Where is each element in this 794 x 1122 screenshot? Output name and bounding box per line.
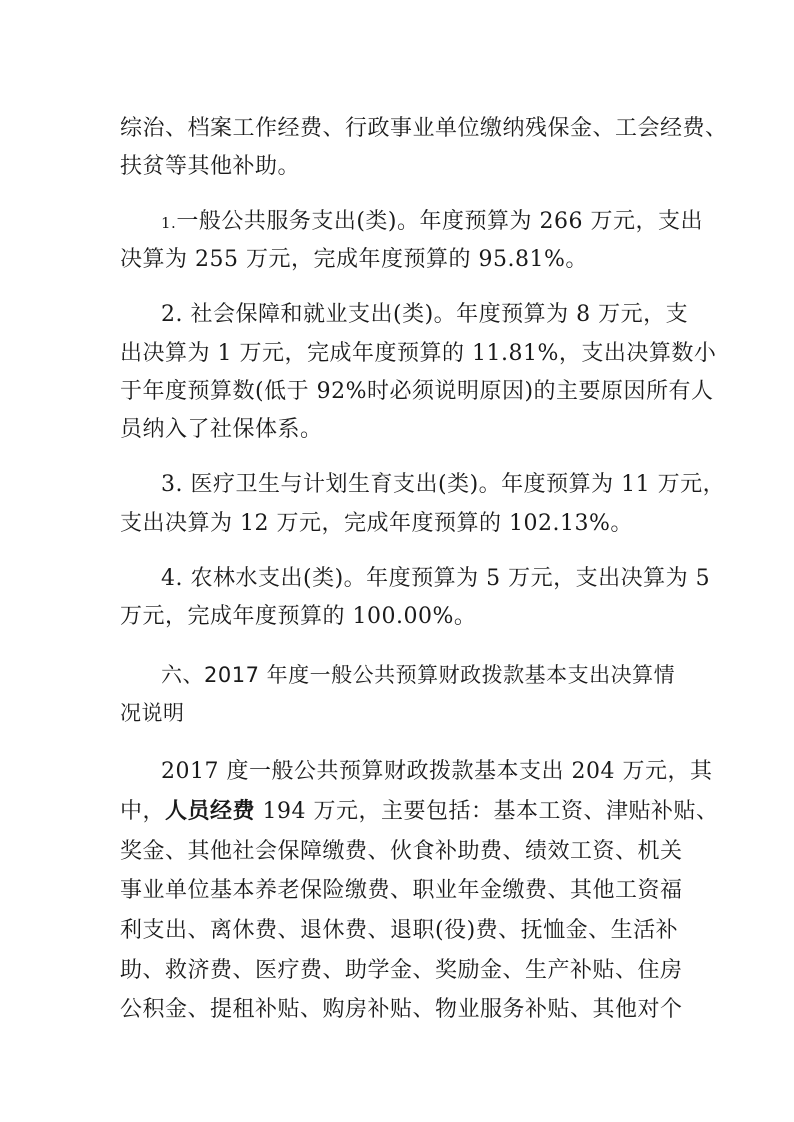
intro-line-1: 综治、档案工作经费、行政事业单位缴纳残保金、工会经费、: [120, 116, 728, 141]
item-3-line-2: 支出决算为 12 万元，完成年度预算的 102.13%。: [120, 511, 633, 536]
item-4-line-1: 4. 农林水支出(类)。年度预算为 5 万元，支出决算为 5: [161, 566, 711, 591]
item-1-number: 1.: [161, 214, 177, 232]
item-2-line-4: 员纳入了社保体系。: [120, 417, 323, 442]
intro-line-2: 扶贫等其他补助。: [120, 154, 301, 179]
section-6-body-line-4: 事业单位基本养老保险缴费、职业年金缴费、其他工资福: [120, 878, 683, 903]
item-2-line-3: 于年度预算数(低于 92%时必须说明原因)的主要原因所有人: [120, 379, 714, 404]
section-6-body-line-7: 公积金、提租补贴、购房补贴、物业服务补贴、其他对个: [120, 997, 683, 1022]
section-6-body-line-1: 2017 度一般公共预算财政拨款基本支出 204 万元，其: [161, 759, 713, 784]
item-2-line-2: 出决算为 1 万元，完成年度预算的 11.81%，支出决算数小: [120, 341, 717, 366]
item-4-line-2: 万元，完成年度预算的 100.00%。: [120, 604, 477, 629]
section-6-title-line-2: 况说明: [120, 701, 185, 725]
item-2-line-1: 2. 社会保障和就业支出(类)。年度预算为 8 万元，支: [161, 302, 689, 327]
section-6-body-line-2: [120, 797, 719, 827]
item-1-line-2: 决算为 255 万元，完成年度预算的 95.81%。: [120, 247, 588, 272]
section-6-body-line-3: 奖金、其他社会保障缴费、伙食补助费、绩效工资、机关: [120, 839, 683, 864]
section-6-body-line-2-prefix: 中，: [120, 799, 166, 824]
item-3-line-1: 3. 医疗卫生与计划生育支出(类)。年度预算为 11 万元，: [161, 472, 726, 497]
section-6-body-line-2-rest: 194 万元，主要包括：基本工资、津贴补贴、: [255, 799, 719, 824]
item-1-text: 一般公共服务支出(类)。年度预算为 266 万元，支出: [176, 209, 703, 234]
section-6-title-line-1: 六、2017 年度一般公共预算财政拨款基本支出决算情: [161, 663, 676, 687]
section-6-body-line-6: 助、救济费、医疗费、助学金、奖励金、生产补贴、住房: [120, 958, 683, 983]
personnel-expenses-label: 人员经费: [165, 799, 256, 824]
section-6-body-line-5: 利支出、离休费、退休费、退职(役)费、抚恤金、生活补: [120, 918, 679, 943]
item-1-line-1: [161, 207, 703, 238]
